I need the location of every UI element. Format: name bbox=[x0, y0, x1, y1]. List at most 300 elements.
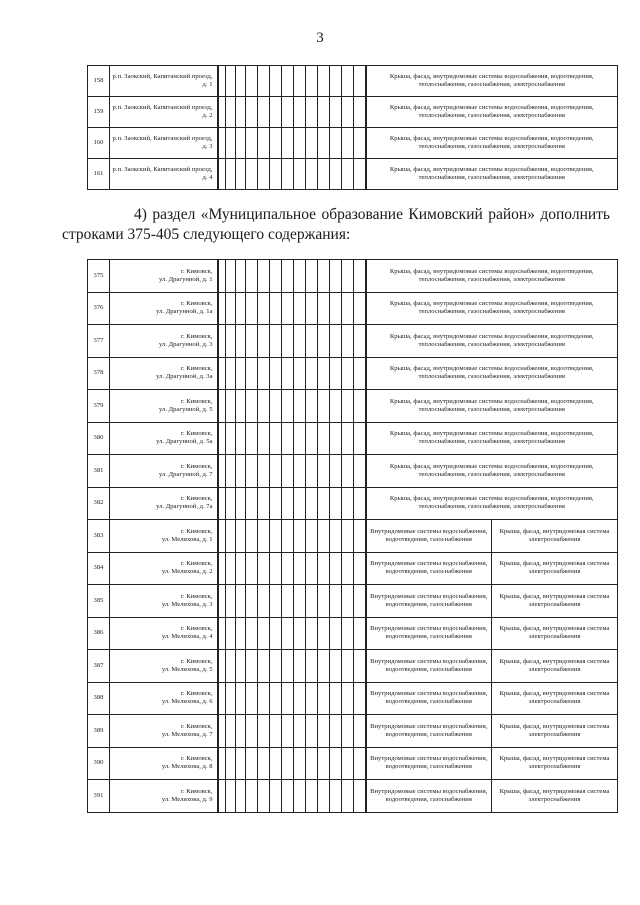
table-row bbox=[88, 455, 618, 488]
empty-cell bbox=[294, 715, 306, 748]
address-city: г. Кимовск, bbox=[180, 657, 213, 665]
empty-cell bbox=[270, 292, 282, 325]
table-row bbox=[88, 292, 618, 325]
empty-cell bbox=[258, 747, 270, 780]
table-row bbox=[88, 747, 618, 780]
empty-cell bbox=[282, 552, 294, 585]
empty-cell bbox=[246, 325, 258, 358]
empty-cell bbox=[330, 260, 342, 293]
empty-cell bbox=[342, 715, 354, 748]
empty-cell bbox=[306, 66, 318, 97]
row-address bbox=[110, 455, 218, 488]
empty-cell bbox=[218, 747, 226, 780]
table-row bbox=[88, 780, 618, 813]
empty-cell bbox=[330, 487, 342, 520]
empty-cell bbox=[282, 357, 294, 390]
empty-cell bbox=[354, 357, 366, 390]
empty-cell bbox=[342, 747, 354, 780]
empty-cell bbox=[282, 325, 294, 358]
empty-cell bbox=[258, 128, 270, 159]
empty-cell bbox=[226, 780, 236, 813]
empty-cell bbox=[258, 682, 270, 715]
empty-cell bbox=[306, 97, 318, 128]
empty-cell bbox=[306, 585, 318, 618]
empty-cell bbox=[318, 159, 330, 190]
row-works: Крыша, фасад, внутридомовая система электроснабжения bbox=[492, 552, 618, 585]
empty-cell bbox=[354, 715, 366, 748]
empty-cell bbox=[306, 487, 318, 520]
empty-cell bbox=[294, 260, 306, 293]
empty-cell bbox=[218, 66, 226, 97]
address-city: г. Кимовск, bbox=[180, 397, 213, 405]
row-address bbox=[110, 357, 218, 390]
empty-cell bbox=[342, 422, 354, 455]
empty-cell bbox=[282, 780, 294, 813]
empty-cell bbox=[318, 747, 330, 780]
empty-cell bbox=[218, 325, 226, 358]
row-works: Крыша, фасад, внутридомовая система электроснабжения bbox=[492, 650, 618, 683]
row-number: 386 bbox=[88, 617, 110, 650]
row-works: Крыша, фасад, внутридомовая система электроснабжения bbox=[492, 715, 618, 748]
empty-cell bbox=[342, 682, 354, 715]
row-works: Крыша, фасад, внутридомовые системы водоснабжения, водоотведения, теплоснабжения, газоснабжения, электроснабжения bbox=[366, 128, 618, 159]
empty-cell bbox=[330, 552, 342, 585]
address-street: ул. Драгунной, д. 5 bbox=[159, 405, 213, 413]
empty-cell bbox=[330, 780, 342, 813]
empty-cell bbox=[218, 520, 226, 553]
empty-cell bbox=[236, 66, 246, 97]
empty-cell bbox=[236, 292, 246, 325]
table-row bbox=[88, 159, 618, 190]
table-row bbox=[88, 617, 618, 650]
row-systems: Внутридомовые системы водоснабжения, водоотведения, газоснабжения bbox=[366, 520, 492, 553]
address-city: г. Кимовск, bbox=[180, 625, 213, 633]
empty-cell bbox=[270, 159, 282, 190]
empty-cell bbox=[294, 66, 306, 97]
address-city: г. Кимовск, bbox=[180, 462, 213, 470]
table-row bbox=[88, 552, 618, 585]
empty-cell bbox=[258, 585, 270, 618]
empty-cell bbox=[354, 552, 366, 585]
empty-cell bbox=[218, 128, 226, 159]
empty-cell bbox=[246, 66, 258, 97]
empty-cell bbox=[282, 260, 294, 293]
empty-cell bbox=[258, 325, 270, 358]
empty-cell bbox=[218, 487, 226, 520]
empty-cell bbox=[318, 97, 330, 128]
empty-cell bbox=[342, 780, 354, 813]
empty-cell bbox=[226, 715, 236, 748]
row-address bbox=[110, 682, 218, 715]
empty-cell bbox=[218, 650, 226, 683]
row-address bbox=[110, 780, 218, 813]
table-row bbox=[88, 128, 618, 159]
empty-cell bbox=[282, 715, 294, 748]
row-number: 380 bbox=[88, 422, 110, 455]
row-systems: Внутридомовые системы водоснабжения, водоотведения, газоснабжения bbox=[366, 650, 492, 683]
address-city: г. Кимовск, bbox=[180, 495, 213, 503]
empty-cell bbox=[226, 260, 236, 293]
empty-cell bbox=[258, 487, 270, 520]
address-city: г. Кимовск, bbox=[180, 332, 213, 340]
empty-cell bbox=[218, 97, 226, 128]
empty-cell bbox=[342, 292, 354, 325]
empty-cell bbox=[236, 747, 246, 780]
address-street: ул. Мелихова, д. 6 bbox=[161, 698, 213, 706]
empty-cell bbox=[218, 422, 226, 455]
empty-cell bbox=[354, 617, 366, 650]
empty-cell bbox=[258, 357, 270, 390]
address-city: г. Кимовск, bbox=[180, 560, 213, 568]
row-number: 379 bbox=[88, 390, 110, 423]
empty-cell bbox=[226, 97, 236, 128]
empty-cell bbox=[330, 390, 342, 423]
row-address bbox=[110, 390, 218, 423]
empty-cell bbox=[226, 520, 236, 553]
empty-cell bbox=[282, 292, 294, 325]
empty-cell bbox=[236, 715, 246, 748]
empty-cell bbox=[282, 520, 294, 553]
empty-cell bbox=[342, 66, 354, 97]
empty-cell bbox=[294, 292, 306, 325]
empty-cell bbox=[226, 159, 236, 190]
empty-cell bbox=[330, 650, 342, 683]
empty-cell bbox=[282, 128, 294, 159]
row-systems: Внутридомовые системы водоснабжения, водоотведения, газоснабжения bbox=[366, 715, 492, 748]
empty-cell bbox=[330, 682, 342, 715]
empty-cell bbox=[236, 159, 246, 190]
empty-cell bbox=[342, 650, 354, 683]
row-works: Крыша, фасад, внутридомовые системы водоснабжения, водоотведения, теплоснабжения, газоснабжения, электроснабжения bbox=[366, 325, 618, 358]
empty-cell bbox=[294, 422, 306, 455]
empty-cell bbox=[226, 747, 236, 780]
empty-cell bbox=[246, 260, 258, 293]
empty-cell bbox=[282, 747, 294, 780]
empty-cell bbox=[354, 325, 366, 358]
row-systems: Внутридомовые системы водоснабжения, водоотведения, газоснабжения bbox=[366, 780, 492, 813]
empty-cell bbox=[282, 650, 294, 683]
empty-cell bbox=[318, 390, 330, 423]
empty-cell bbox=[294, 780, 306, 813]
row-number: 384 bbox=[88, 552, 110, 585]
empty-cell bbox=[226, 292, 236, 325]
row-systems: Внутридомовые системы водоснабжения, водоотведения, газоснабжения bbox=[366, 585, 492, 618]
empty-cell bbox=[236, 650, 246, 683]
empty-cell bbox=[226, 455, 236, 488]
empty-cell bbox=[246, 747, 258, 780]
empty-cell bbox=[306, 552, 318, 585]
empty-cell bbox=[258, 292, 270, 325]
row-works: Крыша, фасад, внутридомовые системы водоснабжения, водоотведения, теплоснабжения, газоснабжения, электроснабжения bbox=[366, 390, 618, 423]
empty-cell bbox=[354, 585, 366, 618]
empty-cell bbox=[218, 552, 226, 585]
empty-cell bbox=[342, 390, 354, 423]
empty-cell bbox=[282, 159, 294, 190]
empty-cell bbox=[236, 552, 246, 585]
empty-cell bbox=[342, 159, 354, 190]
empty-cell bbox=[236, 455, 246, 488]
address-street: ул. Драгунной, д. 5а bbox=[156, 438, 213, 446]
empty-cell bbox=[306, 520, 318, 553]
table-row bbox=[88, 585, 618, 618]
table-row bbox=[88, 260, 618, 293]
empty-cell bbox=[306, 128, 318, 159]
empty-cell bbox=[318, 617, 330, 650]
empty-cell bbox=[246, 159, 258, 190]
empty-cell bbox=[218, 159, 226, 190]
empty-cell bbox=[306, 682, 318, 715]
row-works: Крыша, фасад, внутридомовые системы водоснабжения, водоотведения, теплоснабжения, газоснабжения, электроснабжения bbox=[366, 422, 618, 455]
empty-cell bbox=[246, 552, 258, 585]
address-city: г. Кимовск, bbox=[180, 430, 213, 438]
empty-cell bbox=[294, 552, 306, 585]
empty-cell bbox=[318, 292, 330, 325]
row-number: 381 bbox=[88, 455, 110, 488]
empty-cell bbox=[294, 617, 306, 650]
empty-cell bbox=[258, 552, 270, 585]
empty-cell bbox=[218, 357, 226, 390]
empty-cell bbox=[258, 650, 270, 683]
table-row bbox=[88, 66, 618, 97]
empty-cell bbox=[226, 487, 236, 520]
address-city: г. Кимовск, bbox=[180, 755, 213, 763]
empty-cell bbox=[258, 780, 270, 813]
empty-cell bbox=[294, 747, 306, 780]
empty-cell bbox=[258, 260, 270, 293]
empty-cell bbox=[342, 260, 354, 293]
empty-cell bbox=[258, 66, 270, 97]
empty-cell bbox=[318, 715, 330, 748]
empty-cell bbox=[354, 455, 366, 488]
empty-cell bbox=[258, 715, 270, 748]
empty-cell bbox=[258, 455, 270, 488]
empty-cell bbox=[354, 159, 366, 190]
address-street: ул. Драгунной, д. 3а bbox=[156, 373, 213, 381]
empty-cell bbox=[354, 97, 366, 128]
empty-cell bbox=[354, 780, 366, 813]
row-number: 383 bbox=[88, 520, 110, 553]
empty-cell bbox=[318, 128, 330, 159]
empty-cell bbox=[218, 390, 226, 423]
empty-cell bbox=[330, 520, 342, 553]
table-row bbox=[88, 357, 618, 390]
empty-cell bbox=[306, 159, 318, 190]
address-street: ул. Мелихова, д. 7 bbox=[161, 730, 213, 738]
address-street: ул. Мелихова, д. 9 bbox=[161, 795, 213, 803]
empty-cell bbox=[218, 260, 226, 293]
table-row bbox=[88, 487, 618, 520]
empty-cell bbox=[354, 747, 366, 780]
table-row bbox=[88, 650, 618, 683]
row-works: Крыша, фасад, внутридомовая система электроснабжения bbox=[492, 617, 618, 650]
address-city: г. Кимовск, bbox=[180, 592, 213, 600]
row-number: 382 bbox=[88, 487, 110, 520]
empty-cell bbox=[318, 422, 330, 455]
row-address bbox=[110, 650, 218, 683]
row-works: Крыша, фасад, внутридомовые системы водоснабжения, водоотведения, теплоснабжения, газоснабжения, электроснабжения bbox=[366, 66, 618, 97]
empty-cell bbox=[218, 617, 226, 650]
row-works: Крыша, фасад, внутридомовые системы водоснабжения, водоотведения, теплоснабжения, газоснабжения, электроснабжения bbox=[366, 292, 618, 325]
empty-cell bbox=[270, 747, 282, 780]
empty-cell bbox=[258, 159, 270, 190]
row-address bbox=[110, 260, 218, 293]
table-row bbox=[88, 682, 618, 715]
empty-cell bbox=[236, 260, 246, 293]
row-address bbox=[110, 422, 218, 455]
empty-cell bbox=[218, 715, 226, 748]
row-systems: Внутридомовые системы водоснабжения, водоотведения, газоснабжения bbox=[366, 552, 492, 585]
row-address bbox=[110, 585, 218, 618]
address-city: г. Кимовск, bbox=[180, 690, 213, 698]
empty-cell bbox=[282, 682, 294, 715]
table-row bbox=[88, 390, 618, 423]
empty-cell bbox=[270, 390, 282, 423]
empty-cell bbox=[306, 780, 318, 813]
address-street: ул. Драгунной, д. 3 bbox=[159, 340, 213, 348]
row-works: Крыша, фасад, внутридомовые системы водоснабжения, водоотведения, теплоснабжения, газоснабжения, электроснабжения bbox=[366, 159, 618, 190]
register-table-top bbox=[87, 65, 618, 190]
empty-cell bbox=[342, 325, 354, 358]
row-works: Крыша, фасад, внутридомовые системы водоснабжения, водоотведения, теплоснабжения, газоснабжения, электроснабжения bbox=[366, 357, 618, 390]
empty-cell bbox=[294, 357, 306, 390]
row-works: Крыша, фасад, внутридомовая система электроснабжения bbox=[492, 747, 618, 780]
empty-cell bbox=[226, 357, 236, 390]
table-row bbox=[88, 422, 618, 455]
empty-cell bbox=[236, 585, 246, 618]
empty-cell bbox=[294, 390, 306, 423]
empty-cell bbox=[342, 585, 354, 618]
empty-cell bbox=[342, 97, 354, 128]
empty-cell bbox=[270, 66, 282, 97]
empty-cell bbox=[270, 650, 282, 683]
empty-cell bbox=[330, 357, 342, 390]
row-systems: Внутридомовые системы водоснабжения, водоотведения, газоснабжения bbox=[366, 682, 492, 715]
empty-cell bbox=[226, 552, 236, 585]
empty-cell bbox=[306, 325, 318, 358]
empty-cell bbox=[294, 97, 306, 128]
address-street: ул. Драгунной, д. 7а bbox=[156, 503, 213, 511]
empty-cell bbox=[282, 455, 294, 488]
empty-cell bbox=[218, 682, 226, 715]
empty-cell bbox=[226, 66, 236, 97]
empty-cell bbox=[330, 128, 342, 159]
address-city: г. Кимовск, bbox=[180, 365, 213, 373]
empty-cell bbox=[246, 390, 258, 423]
empty-cell bbox=[294, 650, 306, 683]
empty-cell bbox=[246, 650, 258, 683]
empty-cell bbox=[270, 357, 282, 390]
row-number: 158 bbox=[88, 66, 110, 97]
empty-cell bbox=[270, 780, 282, 813]
address-city: г. Кимовск, bbox=[180, 722, 213, 730]
address-city: г. Кимовск, bbox=[180, 527, 213, 535]
empty-cell bbox=[294, 128, 306, 159]
empty-cell bbox=[236, 128, 246, 159]
empty-cell bbox=[226, 390, 236, 423]
row-works: Крыша, фасад, внутридомовые системы водоснабжения, водоотведения, теплоснабжения, газоснабжения, электроснабжения bbox=[366, 97, 618, 128]
empty-cell bbox=[270, 617, 282, 650]
empty-cell bbox=[246, 357, 258, 390]
empty-cell bbox=[354, 128, 366, 159]
row-number: 389 bbox=[88, 715, 110, 748]
empty-cell bbox=[306, 455, 318, 488]
empty-cell bbox=[354, 682, 366, 715]
empty-cell bbox=[246, 422, 258, 455]
row-number: 160 bbox=[88, 128, 110, 159]
empty-cell bbox=[226, 650, 236, 683]
empty-cell bbox=[318, 487, 330, 520]
empty-cell bbox=[226, 325, 236, 358]
empty-cell bbox=[318, 325, 330, 358]
empty-cell bbox=[342, 128, 354, 159]
address-city: г. Кимовск, bbox=[180, 787, 213, 795]
empty-cell bbox=[282, 422, 294, 455]
empty-cell bbox=[246, 585, 258, 618]
empty-cell bbox=[306, 357, 318, 390]
empty-cell bbox=[306, 422, 318, 455]
page-number: 3 bbox=[316, 30, 324, 46]
empty-cell bbox=[246, 715, 258, 748]
empty-cell bbox=[246, 455, 258, 488]
row-address bbox=[110, 292, 218, 325]
row-number: 376 bbox=[88, 292, 110, 325]
row-address: р.п. Заокский, Капитанский проезд, д. 3 bbox=[110, 128, 218, 159]
empty-cell bbox=[330, 455, 342, 488]
row-number: 378 bbox=[88, 357, 110, 390]
empty-cell bbox=[330, 97, 342, 128]
empty-cell bbox=[330, 617, 342, 650]
empty-cell bbox=[246, 520, 258, 553]
table-row bbox=[88, 97, 618, 128]
row-systems: Внутридомовые системы водоснабжения, водоотведения, газоснабжения bbox=[366, 617, 492, 650]
empty-cell bbox=[354, 520, 366, 553]
empty-cell bbox=[294, 585, 306, 618]
empty-cell bbox=[246, 617, 258, 650]
empty-cell bbox=[342, 552, 354, 585]
empty-cell bbox=[226, 617, 236, 650]
address-street: ул. Мелихова, д. 4 bbox=[161, 633, 213, 641]
empty-cell bbox=[294, 455, 306, 488]
empty-cell bbox=[294, 159, 306, 190]
empty-cell bbox=[306, 715, 318, 748]
row-works: Крыша, фасад, внутридомовые системы водоснабжения, водоотведения, теплоснабжения, газоснабжения, электроснабжения bbox=[366, 260, 618, 293]
empty-cell bbox=[270, 487, 282, 520]
row-address bbox=[110, 552, 218, 585]
empty-cell bbox=[270, 715, 282, 748]
empty-cell bbox=[258, 520, 270, 553]
empty-cell bbox=[354, 260, 366, 293]
empty-cell bbox=[270, 260, 282, 293]
empty-cell bbox=[226, 422, 236, 455]
row-address: р.п. Заокский, Капитанский проезд, д. 4 bbox=[110, 159, 218, 190]
empty-cell bbox=[246, 128, 258, 159]
empty-cell bbox=[318, 66, 330, 97]
row-address bbox=[110, 617, 218, 650]
row-address: р.п. Заокский, Капитанский проезд, д. 1 bbox=[110, 66, 218, 97]
empty-cell bbox=[258, 97, 270, 128]
row-address bbox=[110, 715, 218, 748]
table-row bbox=[88, 325, 618, 358]
empty-cell bbox=[318, 520, 330, 553]
empty-cell bbox=[226, 585, 236, 618]
empty-cell bbox=[246, 682, 258, 715]
row-number: 161 bbox=[88, 159, 110, 190]
empty-cell bbox=[270, 128, 282, 159]
empty-cell bbox=[306, 292, 318, 325]
row-address bbox=[110, 747, 218, 780]
empty-cell bbox=[246, 487, 258, 520]
row-works: Крыша, фасад, внутридомовая система электроснабжения bbox=[492, 585, 618, 618]
